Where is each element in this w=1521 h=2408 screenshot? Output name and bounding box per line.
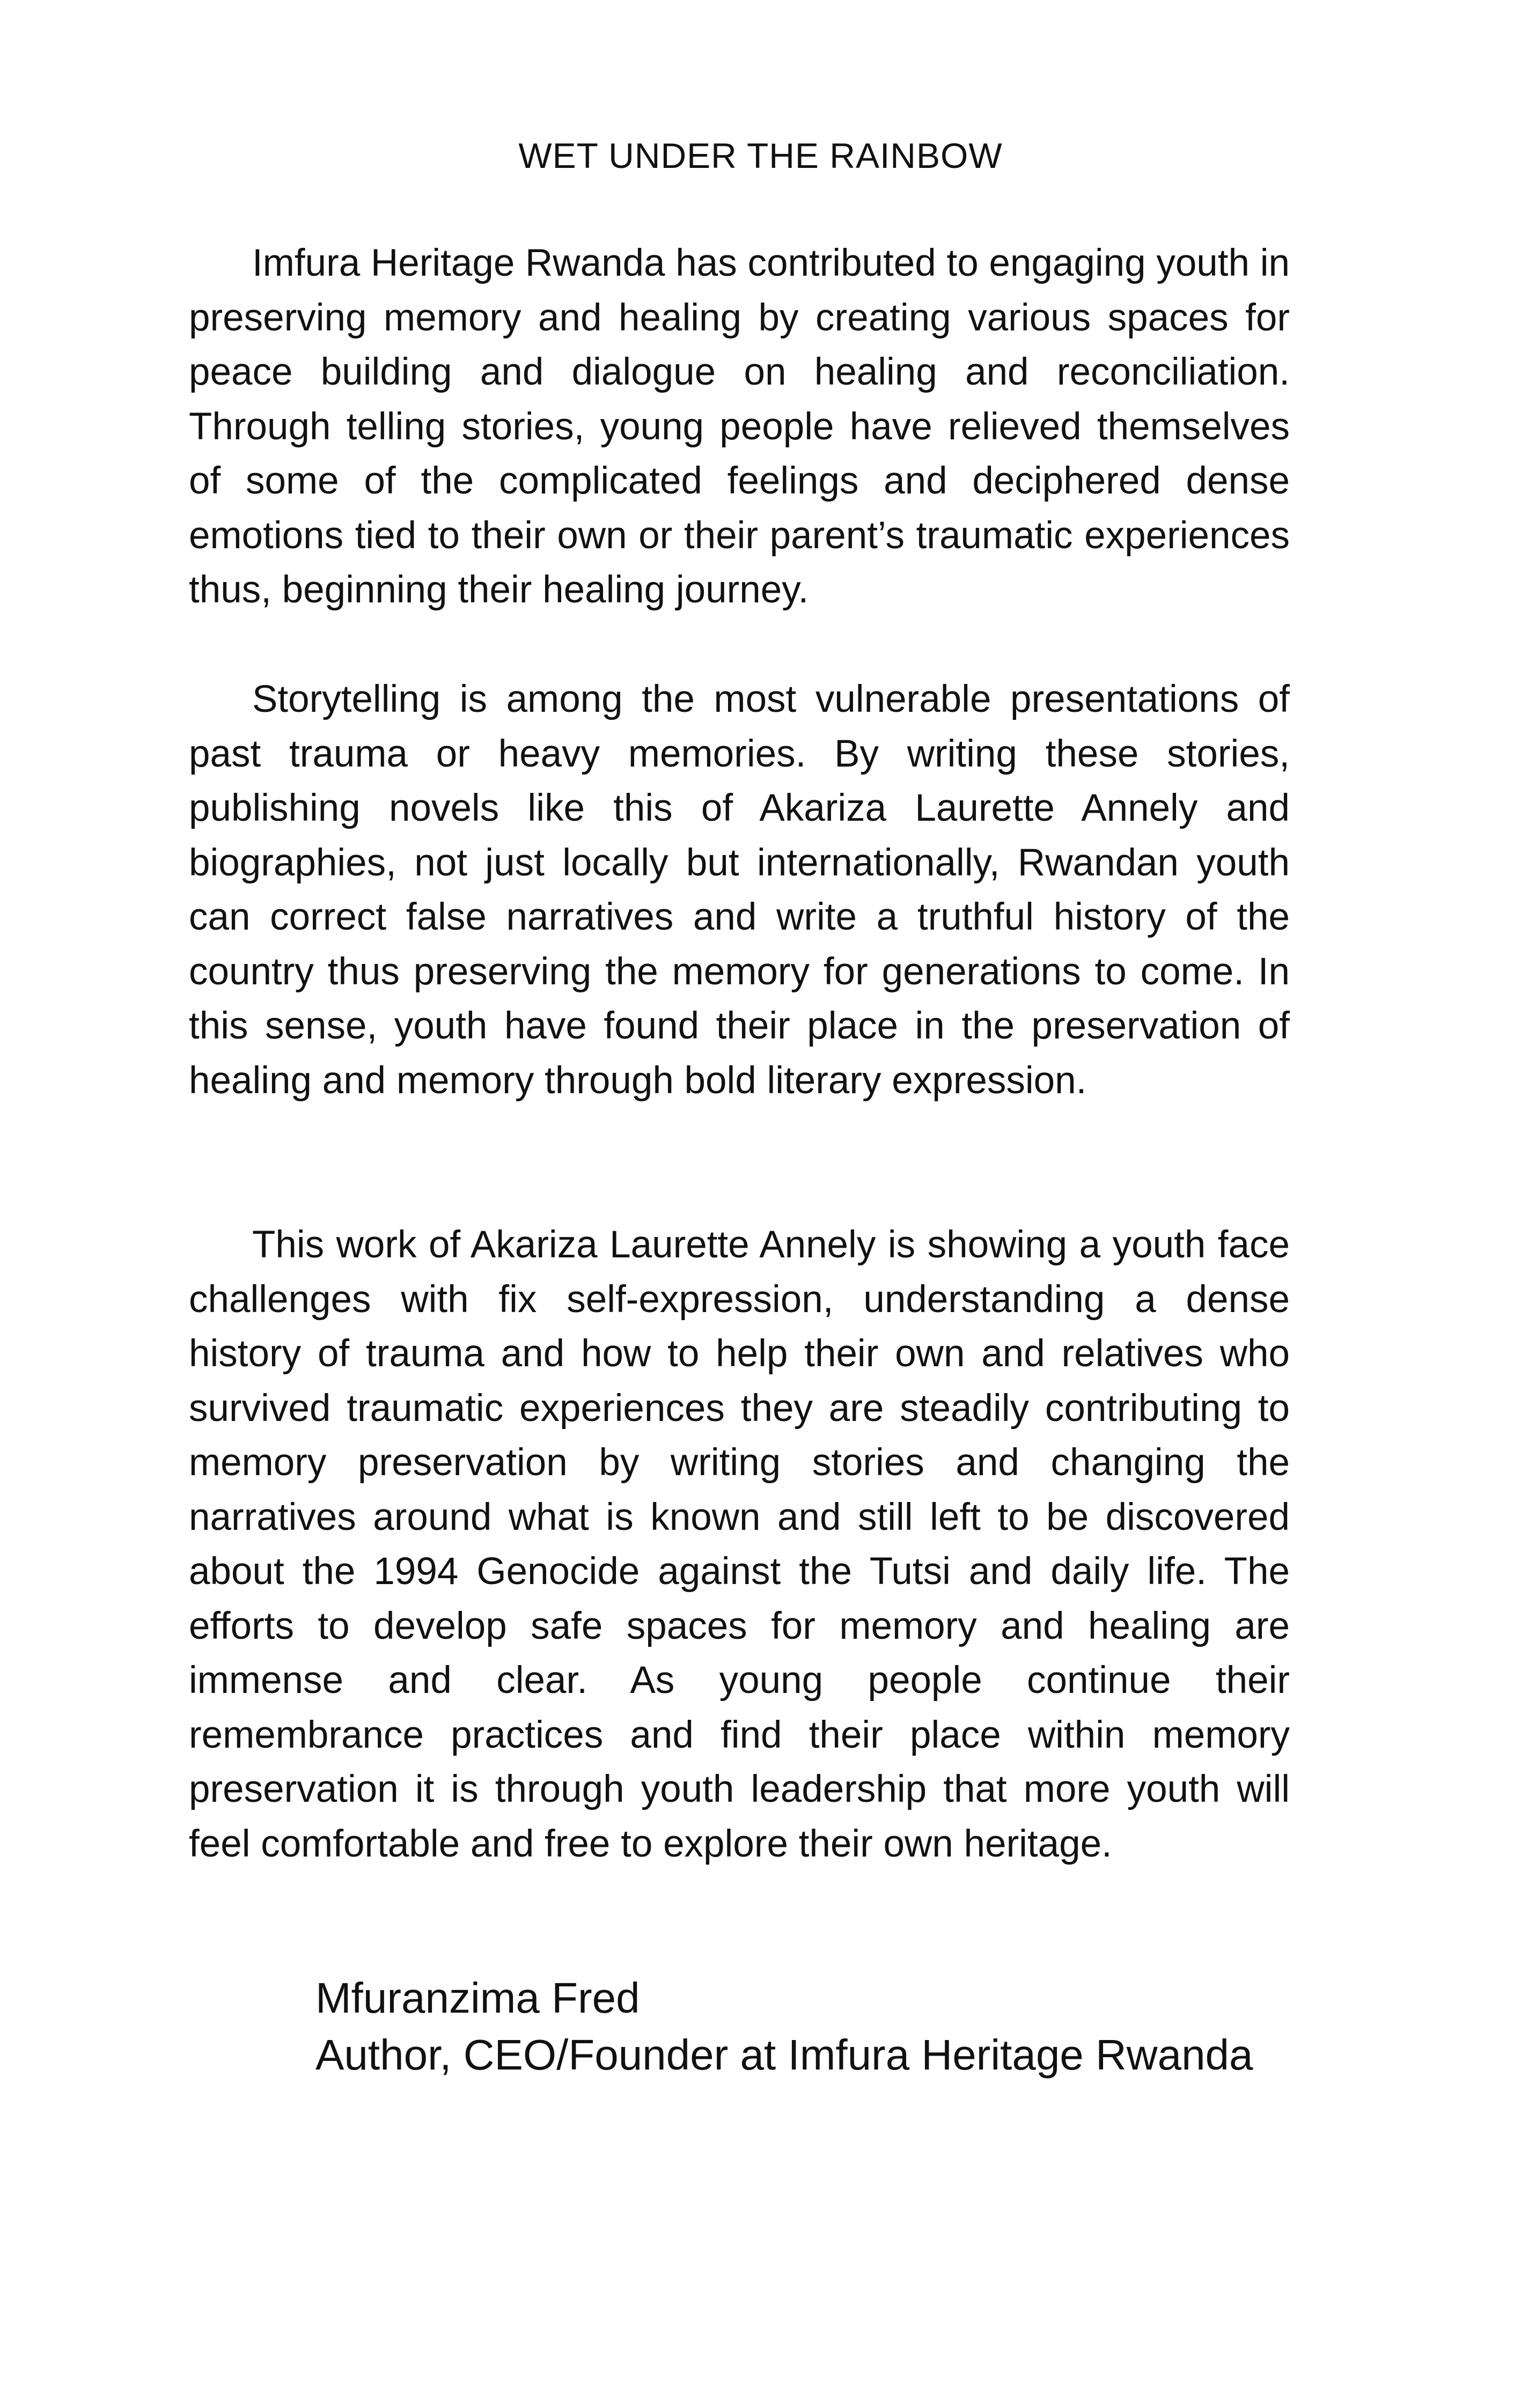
body-paragraph-1: Imfura Heritage Rwanda has contributed to engaging youth in preserving memory and healing by creating various spaces for peace building and dialogue on healing and reconciliation. Through telling stories, young people have relieved themselves of some of the complicated feelings and deciphered dense emotions tied to their own or their parent’s traumatic experiences thus, beginning their healing journey.: [189, 242, 1290, 611]
body-paragraph-3: This work of Akariza Laurette Annely is showing a youth face challenges with fix self-expression, understanding a dense history of trauma and how to help their own and relatives who survived traumatic experiences they are steadily contributing to memory preservation by writing stories and changing the narratives around what is known and still left to be discovered about the 1994 Genocide against the Tutsi and daily life. The efforts to develop safe spaces for memory and healing are immense and clear. As young people continue their remembrance practices and find their place within memory preservation it is through youth leadership that more youth will feel comfortable and free to explore their own heritage.: [189, 1224, 1290, 1865]
page-title: WET UNDER THE RAINBOW: [518, 136, 1003, 175]
body-paragraph-2: Storytelling is among the most vulnerable presentations of past trauma or heavy memories. By writing these stories, publishing novels like this of Akariza Laurette Annely and biographies, not just locally but internationally, Rwandan youth can correct false narratives and write a truthful history of the country thus preserving the memory for generations to come. In this sense, youth have found their place in the preservation of healing and memory through bold literary expression.: [189, 678, 1290, 1102]
signature-role: Author, CEO/Founder at Imfura Heritage Rwanda: [315, 2031, 1253, 2079]
signature-name: Mfuranzima Fred: [315, 1974, 640, 2022]
